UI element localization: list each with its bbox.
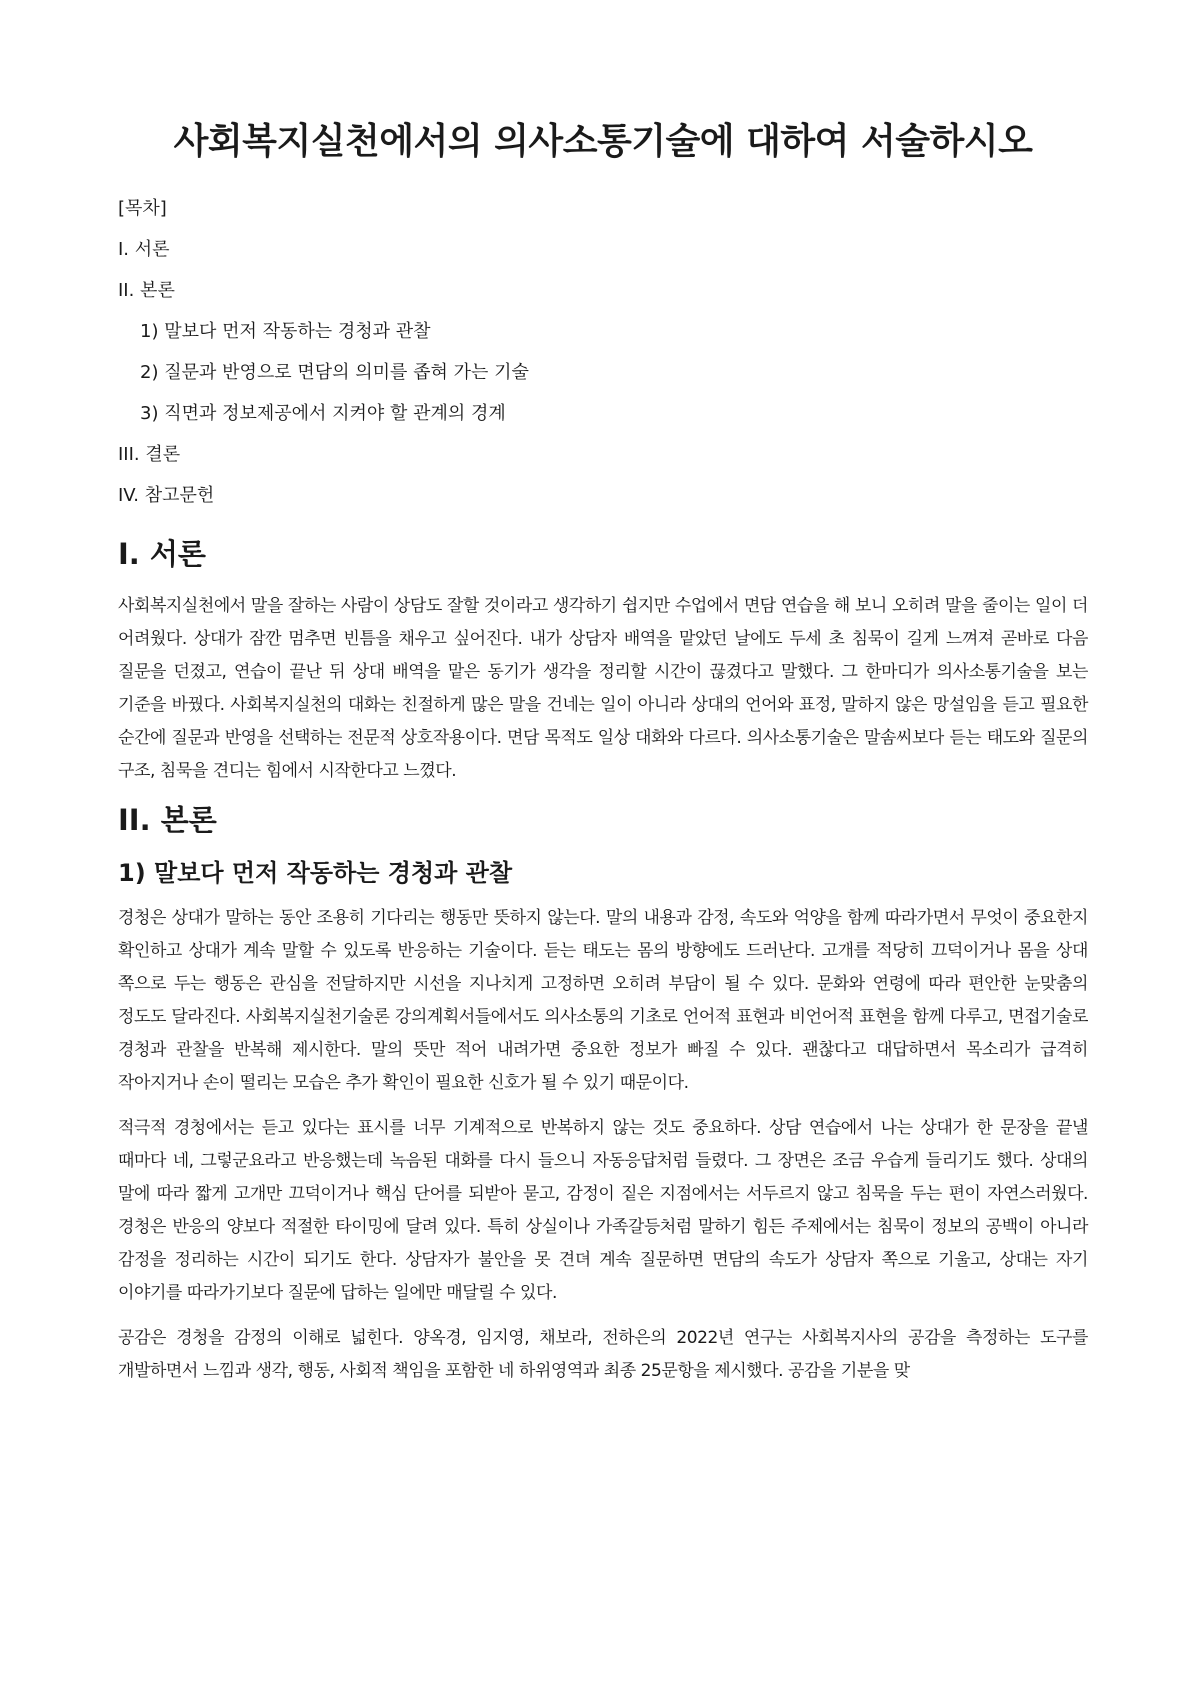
toc-item-references: IV. 참고문헌	[118, 485, 215, 506]
body-paragraph: 공감은 경청을 감정의 이해로 넓힌다. 양옥경, 임지영, 채보라, 전하은의 2022년 연구는 사회복지사의 공감을 측정하는 도구를 개발하면서 느낌과 생각, 행동, 사회적 책임을 포함한 네 하위영역과 최종 25문항을 제시했다. 공감을 기분을 맞	[118, 1328, 1088, 1381]
intro-paragraph: 사회복지실천에서 말을 잘하는 사람이 상담도 잘할 것이라고 생각하기 쉽지만 수업에서 면담 연습을 해 보니 오히려 말을 줄이는 일이 더 어려웠다. 상대가 잠깐 멈추면 빈틈을 채우고 싶어진다. 내가 상담자 배역을 맡았던 날에도 두세 초 침묵이 길게 느껴져 곧바로 다음 질문을 던졌고, 연습이 끝난 뒤 상대 배역을 맡은 동기가 생각을 정리할 시간이 끊겼다고 말했다. 그 한마디가 의사소통기술을 보는 기준을 바꿨다. 사회복지실천의 대화는 친절하게 많은 말을 건네는 일이 아니라 상대의 언어와 표정, 말하지 않은 망설임을 듣고 필요한 순간에 질문과 반영을 선택하는 전문적 상호작용이다. 면담 목적도 일상 대화와 다르다. 의사소통기술은 말솜씨보다 듣는 태도와 질문의 구조, 침묵을 견디는 힘에서 시작한다고 느꼈다.	[118, 596, 1088, 781]
body-paragraph: 경청은 상대가 말하는 동안 조용히 기다리는 행동만 뜻하지 않는다. 말의 내용과 감정, 속도와 억양을 함께 따라가면서 무엇이 중요한지 확인하고 상대가 계속 말할 수 있도록 반응하는 기술이다. 듣는 태도는 몸의 방향에도 드러난다. 고개를 적당히 끄덕이거나 몸을 상대 쪽으로 두는 행동은 관심을 전달하지만 시선을 지나치게 고정하면 오히려 부담이 될 수 있다. 문화와 연령에 따라 편안한 눈맞춤의 정도도 달라진다. 사회복지실천기술론 강의계획서들에서도 의사소통의 기초로 언어적 표현과 비언어적 표현을 함께 다루고, 면접기술로 경청과 관찰을 반복해 제시한다. 말의 뜻만 적어 내려가면 중요한 정보가 빠질 수 있다. 괜찮다고 대답하면서 목소리가 급격히 작아지거나 손이 떨리는 모습은 추가 확인이 필요한 신호가 될 수 있기 때문이다.	[118, 908, 1088, 1093]
subsection-heading-listening: 1) 말보다 먼저 작동하는 경청과 관찰	[118, 859, 513, 887]
section-heading-body: II. 본론	[118, 803, 217, 837]
body-paragraph: 적극적 경청에서는 듣고 있다는 표시를 너무 기계적으로 반복하지 않는 것도 중요하다. 상담 연습에서 나는 상대가 한 문장을 끝낼 때마다 네, 그렇군요라고 반응했는데 녹음된 대화를 다시 들으니 자동응답처럼 들렸다. 그 장면은 조금 우습게 들리기도 했다. 상대의 말에 따라 짧게 고개만 끄덕이거나 핵심 단어를 되받아 묻고, 감정이 짙은 지점에서는 서두르지 않고 침묵을 두는 편이 자연스러웠다. 경청은 반응의 양보다 적절한 타이밍에 달려 있다. 특히 상실이나 가족갈등처럼 말하기 힘든 주제에서는 침묵이 정보의 공백이 아니라 감정을 정리하는 시간이 되기도 한다. 상담자가 불안을 못 견뎌 계속 질문하면 면담의 속도가 상담자 쪽으로 기울고, 상대는 자기 이야기를 따라가기보다 질문에 답하는 일에만 매달릴 수 있다.	[118, 1118, 1088, 1303]
toc-item-body-1: 1) 말보다 먼저 작동하는 경청과 관찰	[140, 321, 431, 342]
toc-item-body-2: 2) 질문과 반영으로 면담의 의미를 좁혀 가는 기술	[140, 362, 529, 383]
document-title: 사회복지실천에서의 의사소통기술에 대하여 서술하시오	[173, 121, 1033, 162]
table-of-contents	[118, 188, 1088, 516]
toc-heading: [목차]	[118, 198, 167, 219]
toc-item-body-3: 3) 직면과 정보제공에서 지켜야 할 관계의 경계	[140, 403, 506, 424]
section-heading-introduction: I. 서론	[118, 537, 206, 571]
toc-item-conclusion: III. 결론	[118, 444, 181, 465]
toc-item-introduction: I. 서론	[118, 239, 170, 260]
toc-item-body: II. 본론	[118, 280, 175, 301]
